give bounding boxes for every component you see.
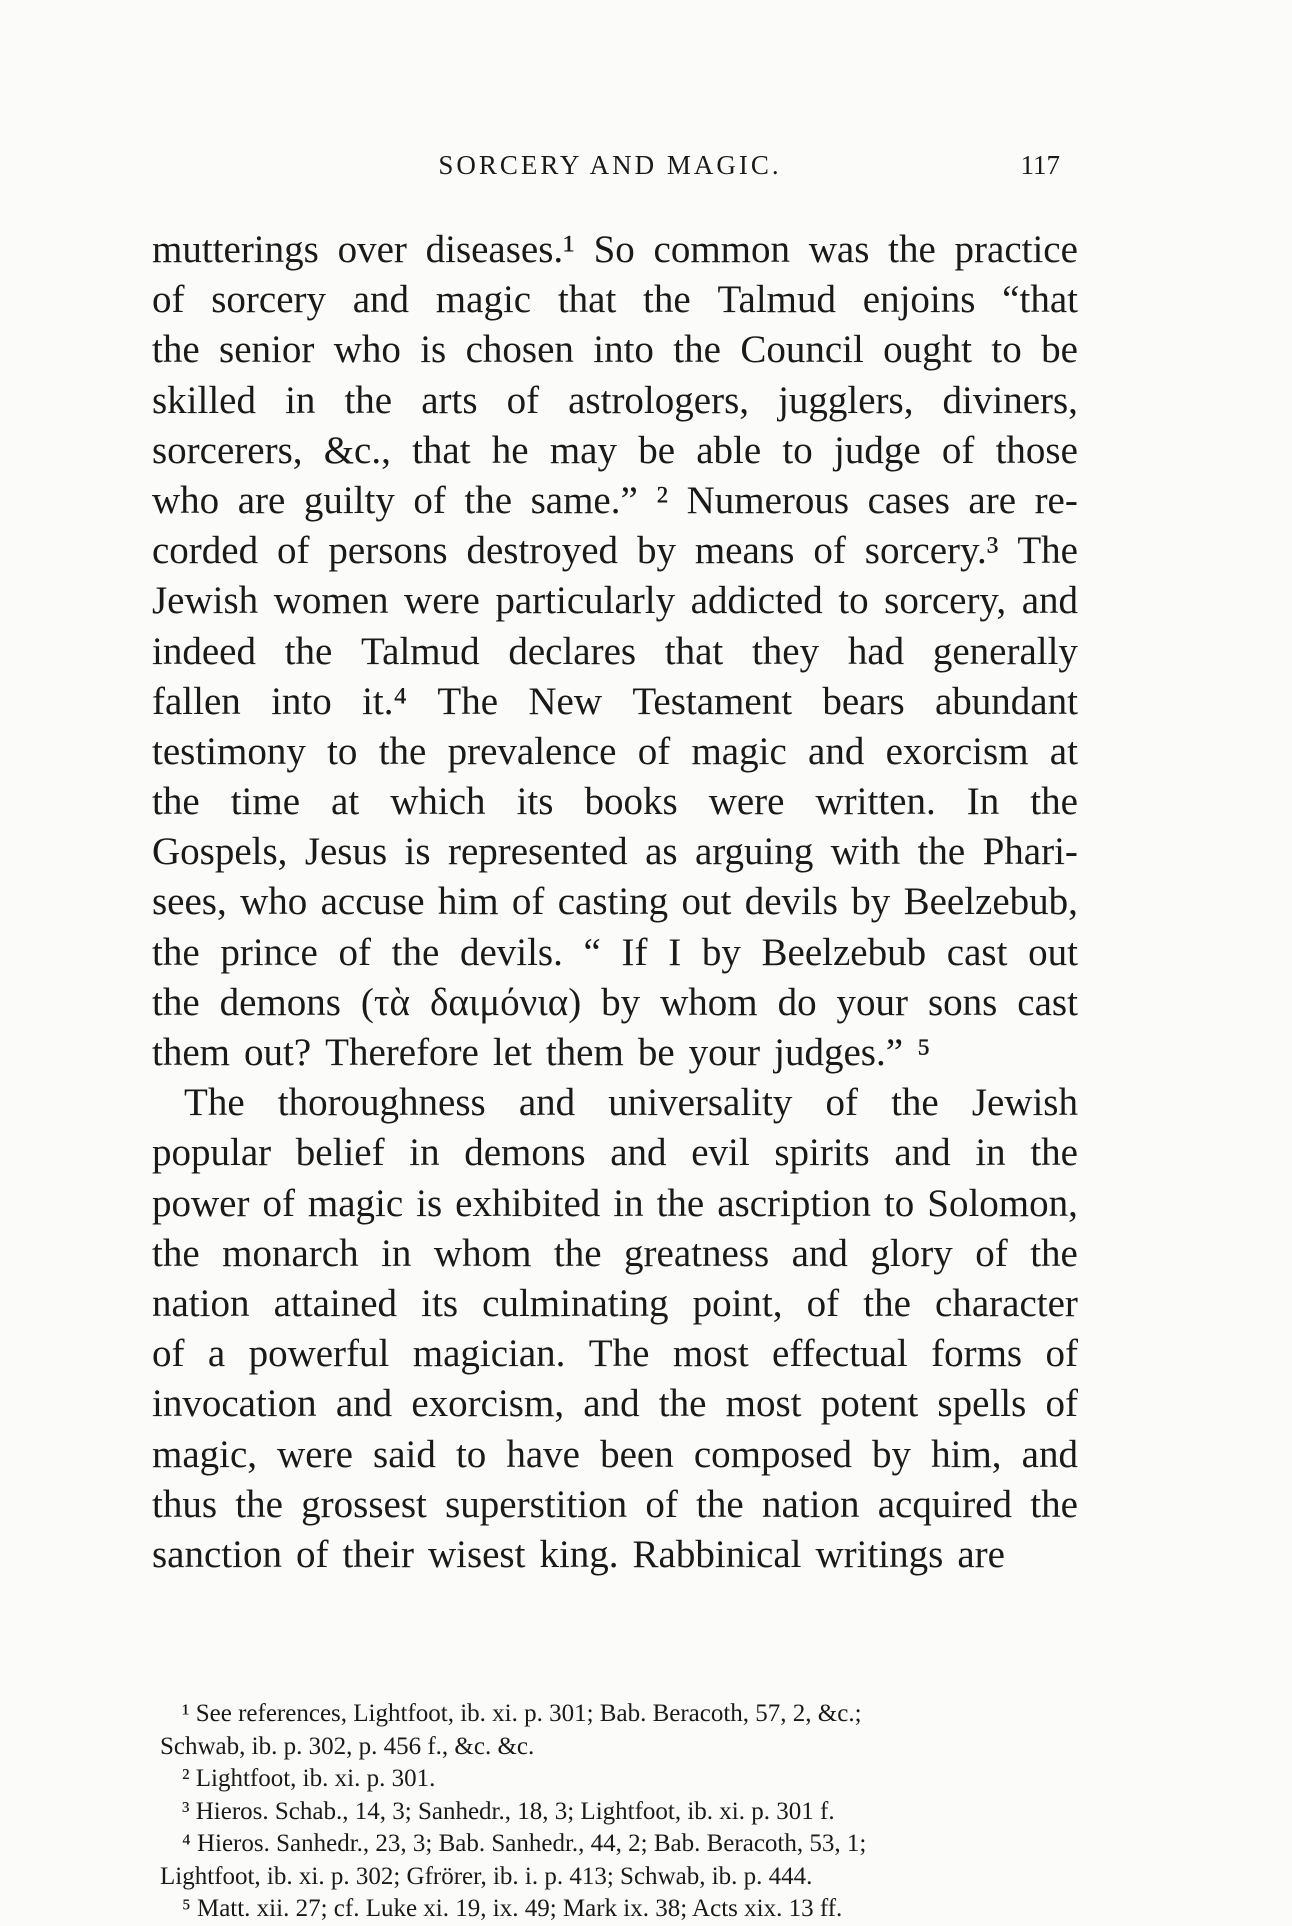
body-line: Gospels, Jesus is represented as arguing with the Phari-	[152, 830, 1078, 874]
body-line: mutterings over diseases.¹ So common was the practice	[152, 228, 1078, 271]
body-line: indeed the Talmud declares that they had generally	[152, 629, 1078, 673]
body-line: who are guilty of the same.” ² Numerous cases are re-	[152, 478, 1078, 522]
body-line: testimony to the prevalence of magic and exorcism at	[152, 729, 1078, 773]
body-line: the time at which its books were written. In the	[152, 780, 1078, 824]
body-line: popular belief in demons and evil spirits and in the	[152, 1131, 1078, 1175]
body-line: invocation and exorcism, and the most potent spells of	[152, 1382, 1078, 1426]
running-header	[150, 150, 1070, 200]
body-line: the senior who is chosen into the Council ought to be	[152, 328, 1078, 372]
footnote-line: ¹ See references, Lightfoot, ib. xi. p. 301; Bab. Beracoth, 57, 2, &c.;	[182, 1700, 862, 1727]
body-line: sorcerers, &c., that he may be able to judge of those	[152, 428, 1078, 472]
body-line: fallen into it.⁴ The New Testament bears abundant	[152, 679, 1078, 723]
body-line: sees, who accuse him of casting out devils by Beelzebub,	[152, 880, 1078, 924]
footnotes	[160, 1698, 1078, 1926]
body-line: the demons (τὰ δαιμόνια) by whom do your sons cast	[152, 980, 1078, 1024]
running-title: SORCERY AND MAGIC.	[438, 150, 782, 180]
body-line: the prince of the devils. “ If I by Beelzebub cast out	[152, 930, 1078, 974]
body-line: of a powerful magician. The most effectual forms of	[152, 1332, 1078, 1376]
body-line: the monarch in whom the greatness and glory of the	[152, 1231, 1078, 1275]
body-line: skilled in the arts of astrologers, jugglers, diviners,	[152, 378, 1078, 422]
page-number: 117	[1020, 150, 1060, 180]
footnote-line: ² Lightfoot, ib. xi. p. 301.	[182, 1765, 436, 1792]
body-line: of sorcery and magic that the Talmud enjoins “that	[152, 278, 1078, 322]
footnote-line: Schwab, ib. p. 302, p. 456 f., &c. &c.	[160, 1732, 535, 1760]
body-line: The thoroughness and universality of the Jewish	[184, 1081, 1078, 1125]
footnote-line: Lightfoot, ib. xi. p. 302; Gfrörer, ib. i. p. 413; Schwab, ib. p. 444.	[160, 1862, 813, 1890]
footnote-line: ³ Hieros. Schab., 14, 3; Sanhedr., 18, 3; Lightfoot, ib. xi. p. 301 f.	[182, 1797, 835, 1825]
body-text	[152, 225, 1078, 1580]
body-line: corded of persons destroyed by means of sorcery.³ The	[152, 529, 1078, 573]
body-line: nation attained its culminating point, of the character	[152, 1281, 1078, 1325]
body-line: power of magic is exhibited in the ascription to Solomon,	[152, 1181, 1078, 1225]
body-line: Jewish women were particularly addicted to sorcery, and	[152, 579, 1078, 623]
body-line: magic, were said to have been composed by him, and	[152, 1432, 1078, 1476]
body-line: them out? Therefore let them be your judges.” ⁵	[152, 1031, 931, 1074]
footnote-line: ⁴ Hieros. Sanhedr., 23, 3; Bab. Sanhedr., 44, 2; Bab. Beracoth, 53, 1;	[182, 1830, 867, 1857]
footnote-line: ⁵ Matt. xii. 27; cf. Luke xi. 19, ix. 49; Mark ix. 38; Acts xix. 13 ff.	[182, 1895, 843, 1922]
body-line: sanction of their wisest king. Rabbinical writings are	[152, 1532, 1005, 1576]
body-line: thus the grossest superstition of the nation acquired the	[152, 1482, 1078, 1526]
